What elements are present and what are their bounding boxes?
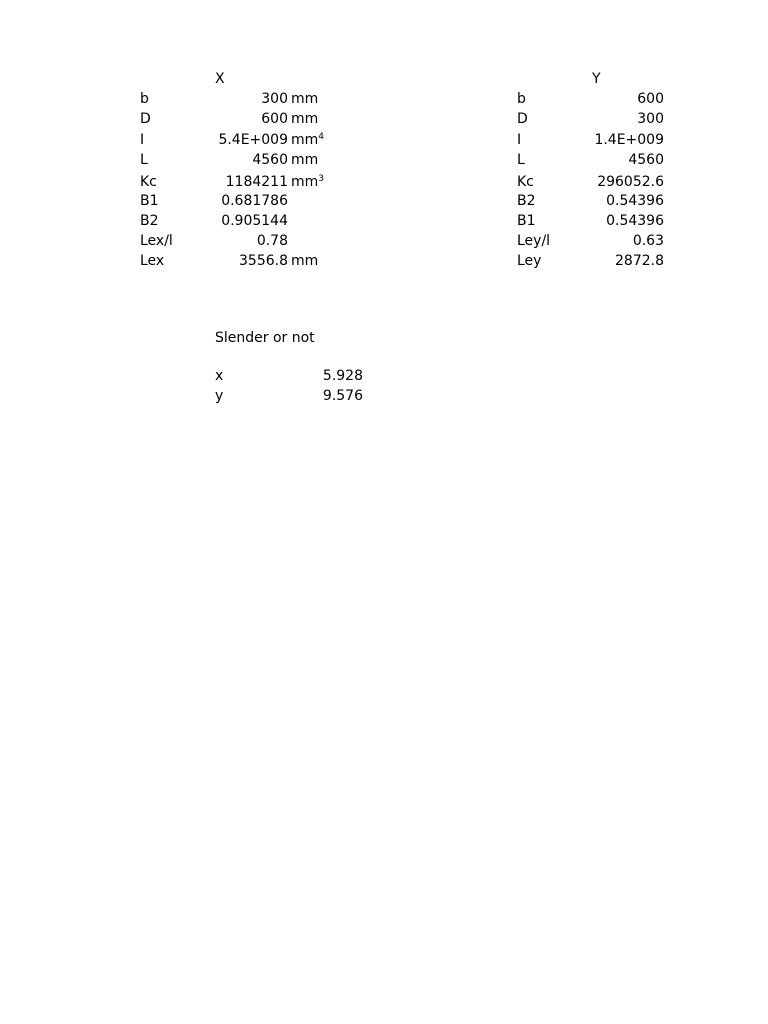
y-row-label-kc: Kc [517,174,534,190]
x-row-unit-kc: $mm^3$ [291,174,325,190]
x-row-label-kc: Kc [140,174,157,190]
x-row-value-b2: 0.905144 [221,213,288,229]
slenderness-label-x: x [215,368,224,384]
y-row-label-ley-ratio: Ley/l [517,233,551,249]
x-row-value-kc: 1184211 [225,174,288,190]
y-row-value-ley: 2872.8 [615,253,664,269]
x-row-value-lex: 3556.8 [239,253,288,269]
x-row-unit-l: mm [291,152,319,168]
y-row-label-b2: B2 [517,193,536,209]
x-row-unit-d: mm [291,111,319,127]
x-row-label-d: D [140,111,151,127]
x-row-label-b1: B1 [140,193,159,209]
x-row-value-d: 600 [261,111,288,127]
slenderness-value-y: 9.576 [322,388,363,404]
y-row-value-i: 1.4E+009 [594,132,664,148]
x-row-unit-b: mm [291,91,319,107]
x-section-header: X [215,71,225,87]
x-row-value-i: 5.4E+009 [218,132,288,148]
y-row-value-ley-ratio: 0.63 [632,233,664,249]
x-row-value-l: 4560 [252,152,288,168]
y-row-label-ley: Ley [517,253,542,269]
x-row-label-lex-ratio: Lex/l [140,233,173,249]
y-row-value-l: 4560 [628,152,664,168]
y-section-header: Y [592,71,601,87]
y-row-label-l: L [517,152,525,168]
x-row-value-lex-ratio: 0.78 [256,233,288,249]
slenderness-label-y: y [215,388,224,404]
x-row-label-b2: B2 [140,213,159,229]
y-row-value-kc: 296052.6 [597,174,664,190]
y-row-value-b1: 0.54396 [606,213,664,229]
y-row-label-b1: B1 [517,213,536,229]
x-row-unit-sup-i: 4 [318,132,325,142]
x-row-unit-lex: mm [291,253,319,269]
x-row-label-i: I [140,132,145,148]
y-row-value-d: 300 [637,111,664,127]
slenderness-title: Slender or not [215,330,315,346]
x-row-unit-sup-kc: 3 [318,174,325,184]
x-row-label-b: b [140,91,149,107]
x-row-value-b1: 0.681786 [221,193,288,209]
x-row-label-lex: Lex [140,253,165,269]
x-row-label-l: L [140,152,148,168]
y-row-label-i: I [517,132,522,148]
y-row-label-b: b [517,91,526,107]
y-row-value-b2: 0.54396 [606,193,664,209]
x-row-value-b: 300 [261,91,288,107]
y-row-value-b: 600 [637,91,664,107]
x-row-unit-i: $mm^4$ [291,132,325,148]
y-row-label-d: D [517,111,528,127]
slenderness-value-x: 5.928 [322,368,363,384]
